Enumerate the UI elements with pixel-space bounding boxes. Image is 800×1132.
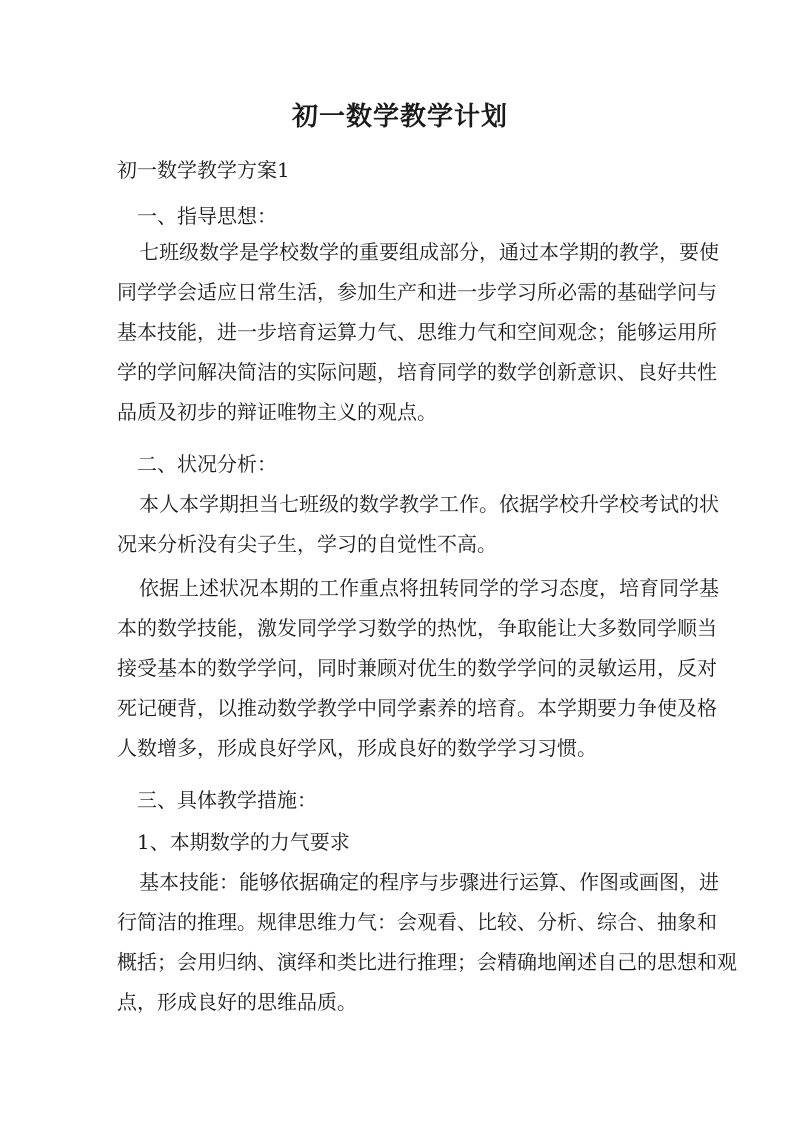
section2-paragraph-1 — [117, 484, 719, 564]
section1-heading: 一、指导思想： — [137, 204, 277, 228]
paragraph-line: 本人本学期担当七班级的数学教学工作。依据学校升学校考试的状 — [139, 492, 719, 516]
section3-heading: 三、具体教学措施： — [137, 788, 317, 812]
paragraph-line: 接受基本的数学学问，同时兼顾对优生的数学学问的灵敏运用，反对 — [117, 656, 717, 680]
paragraph-line: 况来分析没有尖子生，学习的自觉性不高。 — [117, 532, 497, 556]
section2-paragraph-2 — [117, 568, 719, 768]
paragraph-line: 依据上述状况本期的工作重点将扭转同学的学习态度，培育同学基 — [139, 576, 719, 600]
paragraph-line: 概括；会用归纳、演绎和类比进行推理；会精确地阐述自己的思想和观 — [117, 950, 737, 974]
section2-heading: 二、状况分析： — [137, 452, 277, 476]
paragraph-line: 行简洁的推理。规律思维力气：会观看、比较、分析、综合、抽象和 — [117, 910, 717, 934]
paragraph-line: 品质及初步的辩证唯物主义的观点。 — [117, 400, 437, 424]
section3-sub1-paragraph — [117, 862, 737, 1022]
document-title: 初一数学教学计划 — [291, 102, 508, 132]
section3-sub1-heading: 1、本期数学的力气要求 — [137, 830, 350, 854]
section1-paragraph — [117, 232, 719, 432]
paragraph-line: 人数增多，形成良好学风，形成良好的数学学习习惯。 — [117, 736, 597, 760]
paragraph-line: 本的数学技能，激发同学学习数学的热忱，争取能让大多数同学顺当 — [117, 616, 717, 640]
paragraph-line: 基本技能：能够依据确定的程序与步骤进行运算、作图或画图，进 — [139, 870, 719, 894]
paragraph-line: 学的学问解决简洁的实际问题，培育同学的数学创新意识、良好共性 — [117, 360, 717, 384]
paragraph-line: 死记硬背，以推动数学教学中同学素养的培育。本学期要力争使及格 — [117, 696, 717, 720]
paragraph-line: 点，形成良好的思维品质。 — [117, 990, 357, 1014]
paragraph-line: 同学学会适应日常生活，参加生产和进一步学习所必需的基础学问与 — [117, 280, 717, 304]
paragraph-line: 基本技能，进一步培育运算力气、思维力气和空间观念；能够运用所 — [117, 320, 717, 344]
paragraph-line: 七班级数学是学校数学的重要组成部分，通过本学期的教学，要使 — [139, 240, 719, 264]
document-subtitle: 初一数学教学方案1 — [117, 158, 290, 182]
